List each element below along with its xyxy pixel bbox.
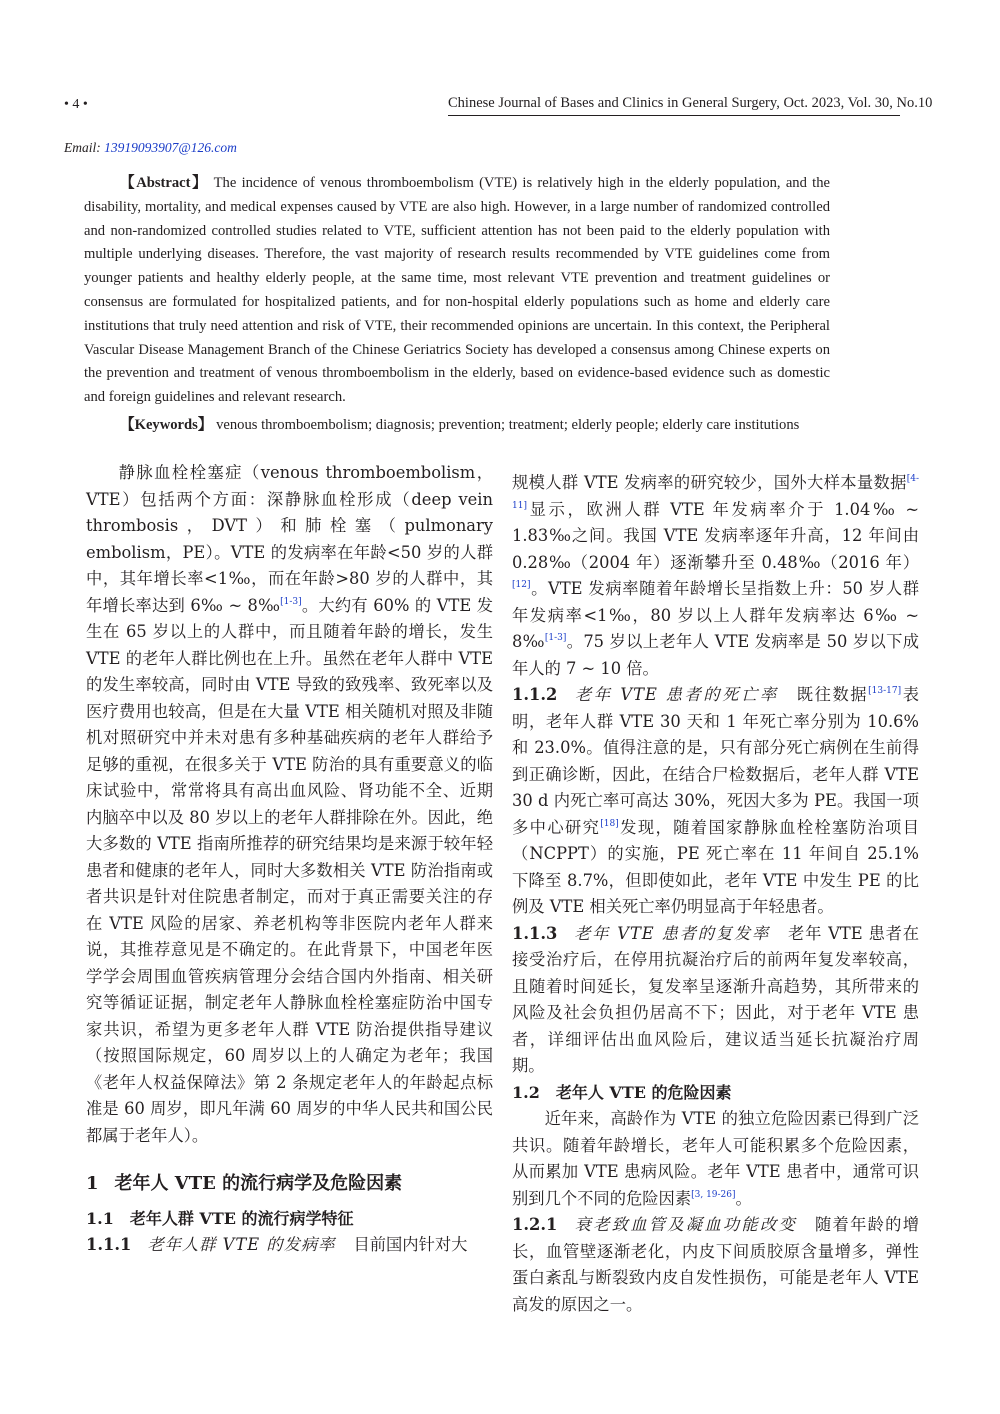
heading-number: 1.1.3: [512, 923, 558, 943]
incidence-paragraph: [512, 470, 919, 682]
body-text: 。75 岁以上老年人 VTE 发病率是 50 岁以下成年人的 7 ~ 10 倍。: [512, 632, 919, 678]
body-text: 发现，随着国家静脉血栓栓塞防治项目（NCPPT）的实施，PE 死亡率在 11 年间自 25.1% 下降至 8.7%，但即使如此，老年 VTE 中发生 PE 的比例及 VTE 相关死亡率仍明显高于年轻患者。: [512, 817, 919, 916]
left-column: [86, 460, 493, 1259]
heading-text: 老年人 VTE 的流行病学及危险因素: [114, 1173, 403, 1194]
body-text: 静脉血栓栓塞症（venous thromboembolism，VTE）包括两个方面：深静脉血栓形成（deep vein thrombosis，DVT）和肺栓塞（pulmonary embolism，PE）。VTE 的发病率在年龄<50 岁的人群中，其年增长率<1‰，而在年龄>80 岁的人群中，其年增长率达到 6‰ ~ 8‰: [86, 463, 493, 615]
section-heading-1: [86, 1171, 493, 1198]
body-text: 规模人群 VTE 发病率的研究较少，国外大样本量数据: [512, 473, 907, 492]
keywords-paragraph: [84, 414, 830, 438]
heading-number: 1.1: [86, 1208, 114, 1228]
abstract-text: The incidence of venous thromboembolism (VTE) is relatively high in the elderly population, and the disability, mortality, and medical expenses caused by VTE are also high. However, in a large number of randomized controlled and non-randomized controlled studies related to VTE, sufficient attention has not been paid to the elderly population with multiple underlying diseases. Therefore, the vast majority of research results recommended by VTE guidelines come from younger patients and healthy elderly people, at the same time, most relevant VTE prevention and treatment guidelines or consensus are formulated for hospitalized patients, and for non-hospital elderly populations such as home and elderly care institutions that truly need attention and risk of VTE, their recommended opinions are uncertain. In this context, the Peripheral Vascular Disease Management Branch of the Chinese Geriatrics Society has developed a consensus among Chinese experts on the prevention and treatment of venous thromboembolism in the elderly, based on evidence-based evidence such as domestic and foreign guidelines and relevant research.: [84, 175, 830, 406]
right-column: [512, 470, 919, 1318]
subsection-1-1-2: [512, 682, 919, 921]
body-text: 。VTE 发病率随着年龄增长呈指数上升：50 岁人群年发病率<1‰，80 岁以上人群年发病率达 6‰ ~ 8‰: [512, 579, 919, 651]
citation-link[interactable]: [12]: [512, 580, 531, 590]
abstract-paragraph: [84, 172, 830, 410]
body-text: 随着年龄的增长，血管壁逐渐老化，内皮下间质胶原含量增多，弹性蛋白紊乱与断裂致内皮自发性损伤，可能是老年人 VTE 高发的原因之一。: [512, 1215, 919, 1314]
heading-number: 1.2.1: [512, 1215, 558, 1234]
heading-number: 1.1.2: [512, 685, 558, 704]
citation-link[interactable]: [1-3]: [544, 633, 567, 643]
heading-text: 老年人群 VTE 的流行病学特征: [129, 1208, 354, 1228]
page-number: • 4 •: [64, 97, 88, 112]
citation-link[interactable]: [1-3]: [280, 596, 302, 607]
keywords-text: venous thromboembolism; diagnosis; prevention; treatment; elderly people; elderly care institutions: [212, 416, 800, 433]
citation-link[interactable]: [3, 19-26]: [691, 1189, 736, 1200]
citation-link[interactable]: [4-11]: [512, 474, 919, 511]
heading-number: 1: [86, 1173, 99, 1194]
subsection-title: 衰老致血管及凝血功能改变: [573, 1215, 798, 1234]
subsection-title: 老年 VTE 患者的死亡率: [573, 685, 779, 704]
heading-number: 1.2: [512, 1082, 540, 1102]
email-label: Email:: [64, 140, 105, 155]
subsection-1-2-1: [512, 1212, 919, 1318]
body-text: 既往数据: [796, 685, 869, 704]
body-text: 。: [735, 1188, 752, 1208]
risk-factors-paragraph: [512, 1106, 919, 1212]
journal-title: Chinese Journal of Bases and Clinics in General Surgery, Oct. 2023, Vol. 30, No.10: [448, 95, 900, 116]
subsection-title: 老年人群 VTE 的发病率: [147, 1235, 336, 1254]
subsection-title: 老年 VTE 患者的复发率: [573, 923, 771, 943]
body-text: 老年 VTE 患者在接受治疗后，在停用抗凝治疗后的前两年复发率较高，且随着时间延长，复发率呈逐渐升高趋势，其所带来的风险及社会负担仍居高不下；因此，对于老年 VTE 患者，详细评估出血风险后，建议适当延长抗凝治疗周期。: [512, 923, 919, 1075]
running-header: [64, 95, 933, 117]
subsection-1-1-1: [86, 1232, 493, 1259]
body-text: 表明，老年人群 VTE 30 天和 1 年死亡率分别为 10.6% 和 23.0%。值得注意的是，只有部分死亡病例在生前得到正确诊断，因此，在结合尸检数据后，老年人群 VTE 30 d 内死亡率可高达 30%，死因大多为 PE。我国一项多中心研究: [512, 685, 919, 837]
body-text: 近年来，高龄作为 VTE 的独立危险因素已得到广泛共识。随着年龄增长，老年人可能积累多个危险因素，从而累加 VTE 患病风险。老年 VTE 患者中，通常可识别到几个不同的危险因素: [512, 1109, 919, 1208]
citation-link[interactable]: [13-17]: [868, 686, 902, 696]
citation-link[interactable]: [18]: [600, 818, 619, 829]
body-text: 目前国内针对大: [353, 1235, 468, 1254]
section-heading-1-1: [86, 1206, 493, 1233]
heading-number: 1.1.1: [86, 1235, 132, 1254]
abstract-label: 【Abstract】: [120, 175, 209, 191]
body-text: 。大约有 60% 的 VTE 发生在 65 岁以上的人群中，而且随着年龄的增长，发生 VTE 的老年人群比例也在上升。虽然在老年人群中 VTE 的发生率较高，同时由 VTE 导致的致残率、致死率以及医疗费用也较高，但是在大量 VTE 相关随机对照及非随机对照研究中并未对患有多种基础疾病的老年人群给予足够的重视，在很多关于 VTE 防治的具有重要意义的临床试验中，常常将具有高出血风险、肾功能不全、近期内脑卒中以及 80 岁以上的老年人群排除在外。因此，绝大多数的 VTE 指南所推荐的研究结果均是来源于较年轻患者和健康的老年人，同时大多数相关 VTE 防治指南或者共识是针对住院患者制定，而对于真正需要关注的存在 VTE 风险的居家、养老机构等非医院内老年人群来说，其推荐意见是不确定的。在此背景下，中国老年医学学会周围血管疾病管理分会结合国内外指南、相关研究等循证证据，制定老年人静脉血栓栓塞症防治中国专家共识，希望为更多老年人群 VTE 防治提供指导建议（按照国际规定，60 周岁以上的人确定为老年；我国《老年人权益保障法》第 2 条规定老年人的年龄起点标准是 60 周岁，即凡年满 60 周岁的中华人民共和国公民都属于老年人）。: [86, 595, 493, 1145]
section-heading-1-2: [512, 1080, 919, 1107]
abstract-section: [84, 172, 830, 438]
email-line: [64, 140, 237, 156]
keywords-label: 【Keywords】: [120, 416, 213, 433]
email-link[interactable]: 13919093907@126.com: [104, 140, 237, 155]
intro-paragraph: [86, 460, 493, 1149]
body-text: 显示，欧洲人群 VTE 年发病率介于 1.04‰ ~ 1.83‰之间。我国 VTE 发病率逐年升高，12 年间由 0.28‰（2004 年）逐渐攀升至 0.48‰（2016 年）: [512, 499, 919, 572]
heading-text: 老年人 VTE 的危险因素: [555, 1082, 732, 1102]
subsection-1-1-3: [512, 921, 919, 1080]
